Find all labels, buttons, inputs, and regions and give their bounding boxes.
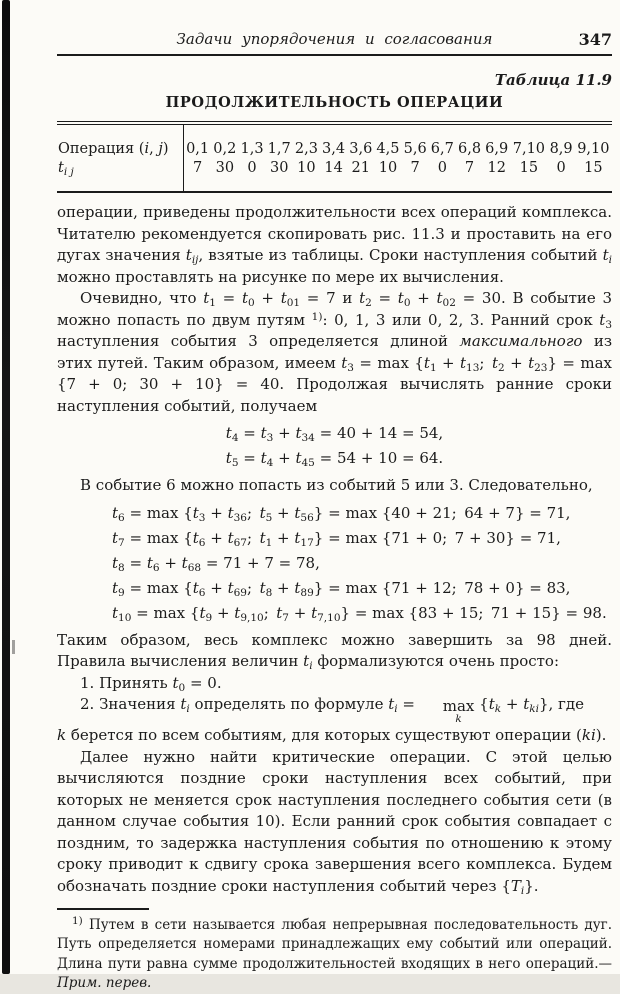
- table-row-durations: [57, 159, 612, 192]
- math-var: t: [259, 578, 266, 597]
- math-var: t: [241, 289, 248, 307]
- table-cell-operation: 6,8: [457, 141, 482, 157]
- math-var: t: [227, 578, 234, 597]
- math-subscript: 7: [118, 536, 125, 549]
- math-subscript: 56: [300, 511, 314, 524]
- math-var: t: [225, 424, 232, 442]
- math-var: t: [423, 353, 430, 372]
- table-cell-duration: 7: [410, 160, 420, 176]
- math-var: t: [112, 503, 119, 522]
- paragraph: Очевидно, что $t_1 = t_0 + t_{01} = 7$ и $t_2 = t_0 + t_{02} = 30$. В событие 3 можно попасть по двум путям $^{1)}$: 0, 1, 3 или 0, 2, 3. Ранний срок $t_3$ наступления события 3 определяется длиной максимального из этих путей. Таким образом, имеем $t_3 = \max \{t_1 + t_{13}$; $t_2 + t_{23}\} = \max \{7 + 0$; 30 + 10} = 40. Продолжая вычислять ранние сроки наступления событий, получаем: [57, 289, 613, 415]
- math-subscript: 8: [265, 586, 273, 599]
- math-var: t: [234, 603, 241, 622]
- footnote-rule: [57, 908, 149, 910]
- math-subscript: 7: [282, 611, 289, 624]
- math-var: t: [280, 289, 287, 307]
- equation-line: $t_5 = t_4 + t_{45} = 54 + 10 = 64$.: [225, 449, 444, 469]
- page-content: [57, 30, 612, 994]
- table-cell-duration: 30: [269, 160, 289, 176]
- table-label-operation: Операция (i, j): [57, 123, 184, 159]
- footnote-marker: 1): [311, 310, 323, 323]
- table-caption: Таблица 11.9: [494, 71, 612, 89]
- equation-block: [57, 421, 612, 471]
- paragraph: операции, приведены продолжительности всех операций комплекса. Читателю рекомендуется скопировать рис. 11.3 и проставить на его дугах значения $t_{ij}$, взятые из таблицы. Сроки наступления событий $t_i$ можно проставлять на рисунке по мере их вычисления.: [57, 203, 612, 286]
- footnote-marker: 1): [72, 914, 83, 927]
- math-subscript: 1: [265, 536, 273, 549]
- math-subscript: 4: [231, 432, 239, 444]
- math-var: t: [397, 289, 404, 307]
- table-cell-operation: 1,3: [240, 141, 264, 157]
- italic-text: j: [158, 141, 163, 157]
- math-var: t: [260, 449, 267, 467]
- math-subscript: 4: [266, 457, 274, 469]
- math-var: t: [260, 424, 267, 442]
- math-subscript: i: [394, 703, 398, 715]
- math-subscript: 2: [365, 297, 372, 309]
- footnote: [57, 916, 612, 994]
- table-cell-operation: 1,7: [267, 141, 291, 157]
- math-subscript: 36: [233, 511, 247, 524]
- italic-text: максимального: [459, 332, 583, 350]
- math-subscript: 13: [466, 361, 480, 374]
- math-var: t: [192, 528, 199, 547]
- header-rule: [57, 54, 612, 56]
- math-var: T: [510, 876, 521, 895]
- italic-text: ki: [581, 726, 596, 745]
- math-var: t: [181, 553, 188, 572]
- table-row-operations: [57, 123, 612, 159]
- math-var: t: [225, 449, 232, 467]
- table-cell-duration: 0: [437, 160, 447, 176]
- math-var: t: [172, 673, 179, 692]
- math-var: t: [359, 289, 366, 307]
- math-var: t: [112, 603, 119, 622]
- math-subscript: 3: [198, 511, 206, 524]
- math-var: t: [227, 503, 234, 522]
- running-head-row: [57, 30, 612, 51]
- table-cell-operation: 4,5: [376, 141, 400, 157]
- equation-line: $t_8 = t_6 + t_{68} = 71 + 7 = 78$,: [112, 553, 320, 574]
- table-cell-operation: 0,1: [186, 141, 210, 157]
- math-var: t: [491, 353, 498, 372]
- paragraph: Таким образом, весь комплекс можно завершить за 98 дней. Правила вычисления величин $t_i$ формализуются очень просто:: [57, 630, 612, 672]
- math-var: t: [259, 503, 266, 522]
- math-subscript: 9,10: [240, 611, 264, 624]
- table-cell-duration: 30: [215, 160, 235, 176]
- italic-text: i: [144, 141, 150, 157]
- math-var: t: [523, 695, 530, 713]
- italic-text: Прим. перев.: [57, 975, 152, 992]
- math-subscript: k: [494, 703, 502, 715]
- math-var: t: [599, 310, 606, 329]
- max-index: k: [455, 712, 462, 725]
- math-subscript: 02: [442, 297, 456, 309]
- operations-table: [57, 121, 612, 193]
- math-var: t: [294, 578, 301, 597]
- math-subscript: i: [186, 703, 190, 715]
- math-var: t: [146, 553, 153, 572]
- math-subscript: 3: [605, 318, 612, 331]
- math-var: t: [294, 528, 301, 547]
- math-subscript: 8: [118, 561, 125, 574]
- math-subscript: 9: [118, 586, 125, 599]
- page-number: 347: [578, 30, 612, 49]
- math-var: t: [199, 603, 206, 622]
- math-subscript: 69: [233, 586, 247, 599]
- table-cell-operation: 6,7: [430, 141, 454, 157]
- table-cell-operation: 2,3: [294, 141, 318, 157]
- math-subscript: 68: [187, 561, 202, 574]
- table-cell-operation: 9,10: [577, 141, 610, 157]
- table-cell-duration: 14: [324, 160, 343, 176]
- math-subscript: 3: [347, 361, 354, 374]
- paragraph: 1. Принять $t_0 = 0$.: [80, 673, 222, 694]
- body-text: [57, 202, 612, 897]
- math-subscript: 6: [198, 536, 206, 549]
- math-var: t: [388, 695, 395, 713]
- math-var: t: [295, 449, 302, 467]
- paragraph: Далее нужно найти критические операции. С этой целью вычисляются поздние сроки наступления всех событий, при которых не меняется срок наступления последнего события сети (в данном случае события 10). Если ранний срок события совпадает с поздним, то задержка наступления события по отношению к этому сроку приводит к сдвигу срока завершения всего комплекса. Будем обозначать поздние сроки наступления событий через $\{T_i\}$.: [57, 747, 612, 897]
- table-label-duration: [57, 159, 184, 192]
- table-cell-duration: 0: [247, 160, 257, 176]
- table-cell-operation: 6,9: [485, 141, 509, 157]
- math-subscript: i: [608, 254, 612, 266]
- math-subscript: 01: [286, 297, 301, 309]
- math-subscript: i: [309, 660, 313, 672]
- italic-text: k: [57, 726, 67, 745]
- math-subscript: 23: [534, 361, 548, 374]
- math-subscript: 10: [118, 611, 132, 624]
- paragraph: k берется по всем событиям, для которых существуют операции (ki).: [57, 726, 607, 745]
- math-subscript: 67: [233, 536, 247, 549]
- table-cell-duration: 10: [297, 160, 316, 176]
- math-var: t: [303, 652, 310, 670]
- table-cell-duration: 12: [487, 160, 506, 176]
- math-var: t: [180, 695, 187, 713]
- table-title: ПРОДОЛЖИТЕЛЬНОСТЬ ОПЕРАЦИИ: [165, 94, 504, 111]
- math-subscript: 6: [118, 511, 125, 524]
- math-subscript: 0: [248, 297, 255, 309]
- math-subscript: 6: [152, 561, 160, 574]
- math-subscript: 1: [209, 297, 216, 309]
- math-subscript: 6: [198, 586, 206, 599]
- running-head: Задачи упорядочения и согласования: [176, 30, 493, 48]
- math-var: t: [192, 503, 199, 522]
- math-var: t: [276, 603, 283, 622]
- math-subscript: 5: [231, 457, 239, 469]
- max-operator: [420, 696, 475, 726]
- math-subscript: 3: [266, 432, 274, 444]
- equation-line: $t_4 = t_3 + t_{34} = 40 + 14 = 54$,: [225, 424, 444, 444]
- max-word: max: [442, 696, 475, 715]
- table-cell-duration: 10: [378, 160, 398, 176]
- math-var: t: [294, 503, 301, 522]
- table-cell-operation: 0,2: [213, 141, 237, 157]
- table-cell-operation: 3,6: [349, 141, 373, 157]
- math-subscript: i: [520, 884, 525, 897]
- math-var: t: [185, 246, 192, 264]
- math-subscript: 89: [300, 586, 314, 599]
- table-cell-duration: 15: [519, 160, 539, 176]
- math-subscript: 9: [205, 611, 213, 624]
- math-var: t: [203, 289, 210, 307]
- math-var: t: [192, 578, 199, 597]
- math-var: t: [460, 353, 467, 372]
- equation-line: $t_6 = \max \{t_3 + t_{36}$; $t_5 + t_{56}\} = \max \{40 + 21$; 64 + 7} = 71,: [112, 503, 571, 524]
- math-subscript: 1: [429, 361, 437, 374]
- math-var: t: [602, 246, 609, 264]
- table-cell-operation: 8,9: [549, 141, 573, 157]
- math-var: t: [528, 353, 535, 372]
- equation-block: [57, 501, 612, 626]
- table-cell-duration: 0: [556, 160, 566, 176]
- math-var: t: [341, 353, 348, 372]
- math-subscript: 45: [301, 457, 315, 469]
- table-cell-duration: 21: [351, 160, 370, 176]
- table-cell-operation: 5,6: [403, 141, 427, 157]
- math-subscript: 2: [498, 361, 505, 374]
- math-subscript: ij: [191, 254, 199, 266]
- equation-line: $t_9 = \max \{t_6 + t_{69}$; $t_8 + t_{89}\} = \max \{71 + 12$; 78 + 0} = 83,: [112, 578, 571, 599]
- math-subscript: i j: [63, 166, 74, 178]
- scan-binding-edge: [2, 0, 10, 974]
- table-cell-duration: 7: [193, 160, 203, 176]
- math-var: t: [112, 578, 119, 597]
- equation-line: $t_{10} = \max \{t_9 + t_{9,10}$; $t_7 + t_{7,10}\} = \max \{83 + 15$; 71 + 15} = 98.: [112, 603, 607, 624]
- math-subscript: 5: [265, 511, 273, 524]
- paragraph: 2. Значения $t_i$ определять по формуле $t_i$ = max k $\{t_k + t_{ki}\}$, где: [80, 695, 585, 725]
- math-var: t: [488, 695, 495, 713]
- math-subscript: ki: [529, 703, 539, 715]
- math-subscript: 34: [301, 432, 315, 444]
- math-var: t: [112, 528, 119, 547]
- math-subscript: 0: [403, 297, 411, 309]
- math-var: t: [311, 603, 318, 622]
- math-var: t: [58, 160, 64, 176]
- table-cell-duration: 15: [584, 160, 603, 176]
- math-subscript: 7,10: [317, 611, 341, 624]
- equation-line: $t_7 = \max \{t_6 + t_{67}$; $t_1 + t_{17}\} = \max \{71 + 0$; 7 + 30} = 71,: [112, 528, 561, 549]
- math-var: t: [227, 528, 234, 547]
- math-var: t: [259, 528, 266, 547]
- table-cell-duration: 7: [464, 160, 475, 176]
- paragraph: В событие 6 можно попасть из событий 5 или 3. Следовательно,: [80, 476, 593, 494]
- math-var: t: [295, 424, 302, 442]
- math-var: t: [436, 289, 443, 307]
- footnote-text: $^{1)}$ Путем в сети называется любая непрерывная последовательность дуг. Путь определяется номерами принадлежащих ему событий или операций. Длина пути равна сумме продолжительностей входящих в него операций.— Прим. перев.: [57, 914, 612, 992]
- math-var: t: [112, 553, 119, 572]
- table-cell-operation: 3,4: [322, 141, 346, 157]
- math-subscript: 17: [300, 536, 314, 549]
- math-subscript: 0: [178, 681, 186, 694]
- table-cell-operation: 7,10: [512, 141, 546, 157]
